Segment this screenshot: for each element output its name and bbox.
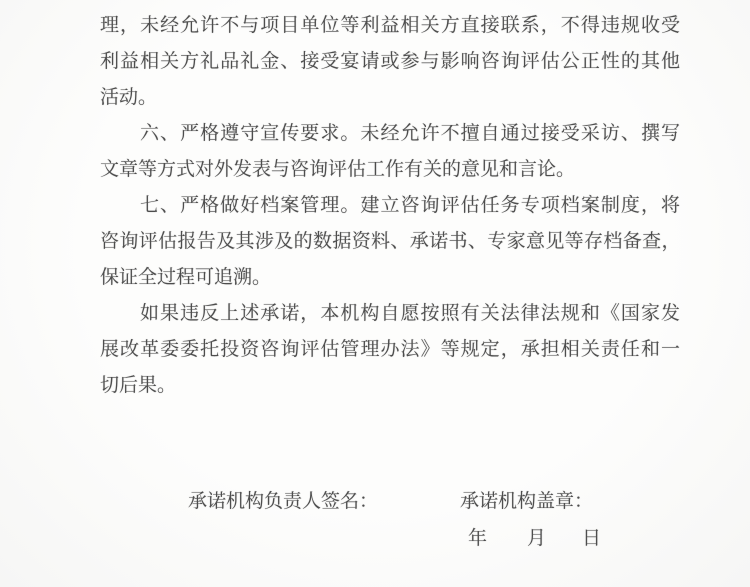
body-line: 活动。 xyxy=(100,87,158,108)
org-seal-label: 承诺机构盖章： xyxy=(460,491,594,512)
body-line: 理，未经允许不与项目单位等利益相关方直接联系，不得违规收受 xyxy=(100,15,680,36)
date-month-label: 月 xyxy=(527,528,547,549)
body-line: 利益相关方礼品礼金、接受宴请或参与影响咨询评估公正性的其他 xyxy=(100,51,680,72)
document-body xyxy=(100,8,680,404)
body-line-clause-six: 六、严格遵守宣传要求。未经允许不擅自通过接受采访、撰写 xyxy=(140,123,680,144)
date-day-label: 日 xyxy=(582,528,602,549)
body-line-liability-clause: 如果违反上述承诺，本机构自愿按照有关法律法规和《国家发 xyxy=(140,303,680,324)
body-line: 文章等方式对外发表与咨询评估工作有关的意见和言论。 xyxy=(100,159,576,180)
body-line: 展改革委委托投资咨询评估管理办法》等规定，承担相关责任和一 xyxy=(100,339,680,360)
body-line: 切后果。 xyxy=(100,375,177,396)
body-line: 保证全过程可追溯。 xyxy=(100,267,272,288)
signer-signature-label: 承诺机构负责人签名： xyxy=(188,491,379,512)
date-year-label: 年 xyxy=(468,528,488,549)
body-line: 咨询评估报告及其涉及的数据资料、承诺书、专家意见等存档备查， xyxy=(100,231,680,252)
body-line-clause-seven: 七、严格做好档案管理。建立咨询评估任务专项档案制度，将 xyxy=(140,195,680,216)
